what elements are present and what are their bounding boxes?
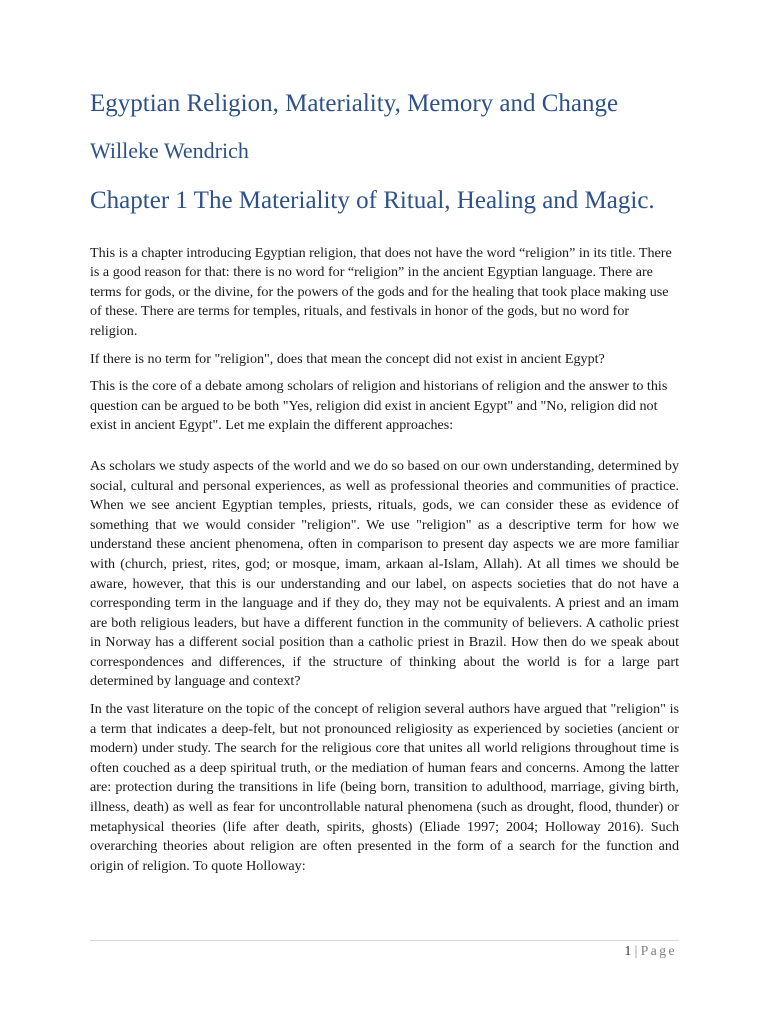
footer-divider [90,940,679,941]
page-label: Page [640,943,677,958]
footer-separator: | [634,943,638,958]
paragraph-intro: This is a chapter introducing Egyptian religion, that does not have the word “religion” in its title. There is a good reason for that: there is no word for “religion” in the ancient Egyptian language. There are terms for gods, or the divine, for the powers of the gods and for the healing that took place making use of these. There are terms for temples, rituals, and festivals in honor of the gods, but no word for religion. [90,244,672,339]
page-footer [625,943,677,959]
page-content [90,88,679,884]
paragraph-question: If there is no term for "religion", does that mean the concept did not exist in ancient Egypt? [90,350,605,367]
paragraph-scholars: As scholars we study aspects of the world and we do so based on our own understanding, determined by social, cultural and personal experiences, as well as professional theories and communities of practice. When we see ancient Egyptian temples, priests, rituals, gods, we can consider these as evidence of something that we would consider "religion". We use "religion" as a descriptive term for how we understand these ancient phenomena, often in comparison to present day aspects we are more familiar with (church, priest, rites, god; or mosque, imam, arkaan al-Islam, Allah). At all times we should be aware, however, that this is our understanding and our label, on aspects societies that do not have a corresponding term in the language and if they do, they may not be equivalents. A priest and an imam are both religious leaders, but have a different function in the community of believers. A catholic priest in Norway has a different social position than a catholic priest in Brazil. How then do we speak about correspondences and differences, if the structure of thinking about the world is for a large part determined by language and context? [90,457,679,690]
paragraph-literature: In the vast literature on the topic of the concept of religion several authors have argued that "religion" is a term that indicates a deep-felt, but not pronounced religiosity as experienced by societies (ancient or modern) under study. The search for the religious core that unites all world religions throughout time is often couched as a deep spiritual truth, or the mediation of human fears and concerns. Among the latter are: protection during the transitions in life (being born, transition to adulthood, marriage, giving birth, illness, death) as well as fear for uncontrollable natural phenomena (such as drought, flood, thunder) or metaphysical theories (life after death, spirits, ghosts) (Eliade 1997; 2004; Holloway 2016). Such overarching theories about religion are often presented in the form of a search for the function and origin of religion. To quote Holloway: [90,701,679,874]
document-title: Egyptian Religion, Materiality, Memory and Change [90,90,619,117]
author-name: Willeke Wendrich [90,137,249,163]
chapter-title: Chapter 1 The Materiality of Ritual, Healing and Magic. [90,187,655,215]
paragraph-debate: This is the core of a debate among scholars of religion and historians of religion and the answer to this question can be argued to be both "Yes, religion did exist in ancient Egypt" and "No, religion did not exist in ancient Egypt". Let me explain the different approaches: [90,378,668,434]
page-number: 1 [624,943,632,958]
